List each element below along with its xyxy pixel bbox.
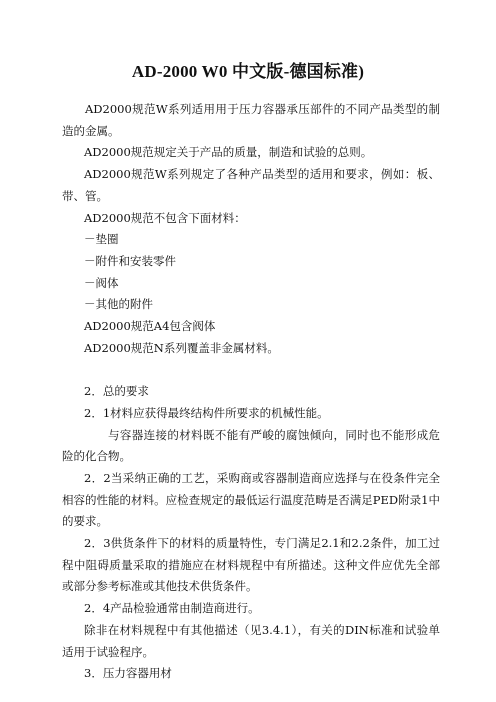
document-title: AD-2000 W0 中文版-德国标准) [131,62,365,81]
list-item-attachments: －附件和安装零件 [84,253,176,268]
paragraph-n-series: AD2000规范N系列覆盖非金属材料。 [84,340,279,355]
list-item-other-accessories: －其他的附件 [84,297,153,312]
section-heading-3: 3．压力容器用材 [84,666,172,681]
blank-line [62,359,440,381]
paragraph-general-rules: AD2000规范规定关于产品的质量，制造和试验的总则。 [84,145,373,160]
section-2-4: 2．4产品检验通常由制造商进行。 [84,601,260,616]
paragraph-a4: AD2000规范A4包含阀体 [84,319,216,334]
section-2-2: 2．2当采纳正确的工艺，采购商或容器制造商应选择与在役条件完全相容的性能的材料。应检查规定的最低运行温度范畴是否满足PED附录1中的要求。 [62,470,440,529]
paragraph-product-types: AD2000规范W系列规定了各种产品类型的适用和要求，例如：板、带、管。 [62,167,440,203]
paragraph-exclusions: AD2000规范不包含下面材料： [84,210,246,225]
section-2-1: 2．1材料应获得最终结构件所要求的机械性能。 [84,405,329,420]
list-item-valve-bodies: －阀体 [84,275,119,290]
paragraph-test-procedures: 除非在材料规程中有其他描述（见3.4.1），有关的DIN标准和试验单适用于试验程序。 [62,622,440,659]
document-body [62,99,440,685]
paragraph-scope: AD2000规范W系列适用用于压力容器承压部件的不同产品类型的制造的金属。 [62,102,440,138]
section-2-3: 2．3供货条件下的材料的质量特性，专门满足2.1和2.2条件，加工过程中阻碍质量采取的措施应在材料规程中有所描述。这种文件应优先全部或部分参考标准或其他技术供货条件。 [62,536,440,594]
paragraph-corrosion: 与容器连接的材料既不能有严峻的腐蚀倾向，同时也不能形成危险的化合物。 [62,427,440,464]
section-heading-2: 2．总的要求 [84,384,149,399]
list-item-gaskets: －垫圈 [84,232,119,247]
